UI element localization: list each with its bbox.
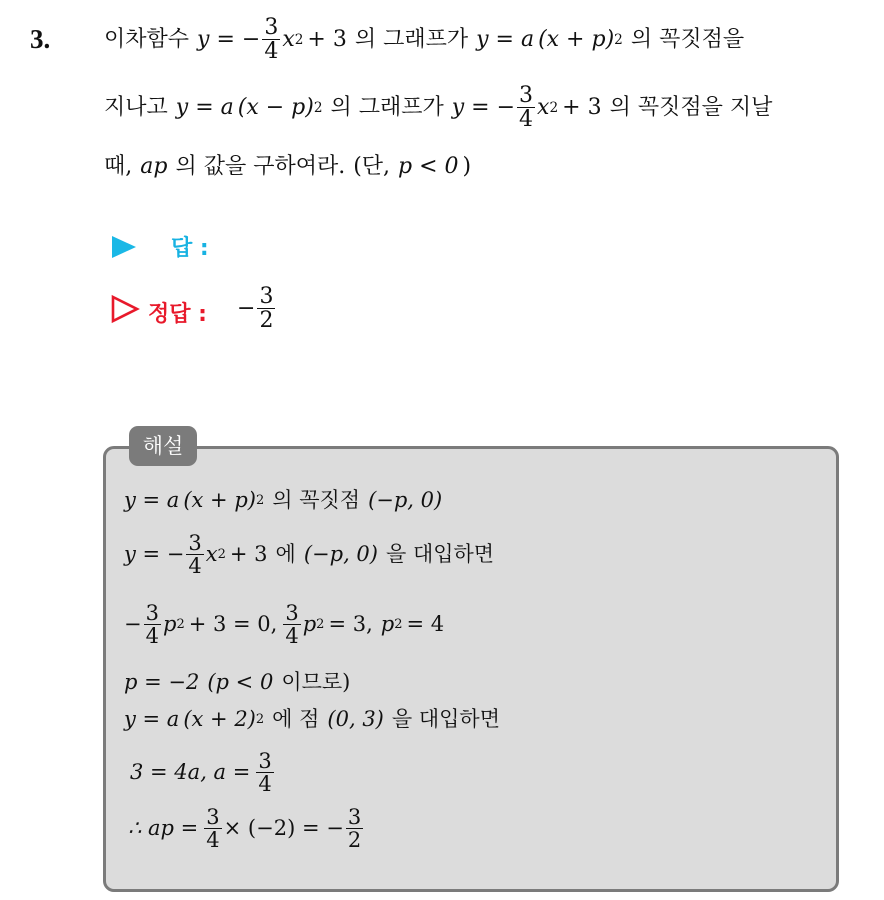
math-expression: = 4 xyxy=(406,612,445,637)
math-expression: (0, 3) xyxy=(327,707,384,731)
solution-line-7 xyxy=(128,806,365,851)
math-expression: (x + 2) xyxy=(183,707,256,731)
problem-text: 지나고 xyxy=(104,94,168,120)
fraction-denominator: 4 xyxy=(258,772,272,797)
value-sign: − xyxy=(237,296,256,322)
math-expression: y = a xyxy=(175,94,234,120)
math-variable: p xyxy=(162,612,177,637)
math-expression: (x + p) xyxy=(183,488,256,512)
fraction-denominator: 2 xyxy=(259,308,274,334)
fraction-denominator: 4 xyxy=(206,828,220,853)
math-expression: y = − xyxy=(124,542,185,567)
problem-line-2: 지나고 y = a (x − p) 2 의 그래프가 y = − $\frac{3}{4}$ x 2 + 3 의 꼭짓점을 지날 xyxy=(104,83,773,133)
problem-text: 때, xyxy=(104,154,133,179)
correct-answer-label: 정답 : xyxy=(148,302,207,327)
fraction-numerator: 3 xyxy=(264,15,279,40)
fraction-denominator: 4 xyxy=(264,39,279,65)
math-expression: + 3 xyxy=(562,94,602,120)
fraction-denominator: 2 xyxy=(347,828,362,853)
math-expression: (−p, 0) xyxy=(303,542,378,567)
math-variable: x xyxy=(537,94,550,120)
math-expression: − xyxy=(124,612,142,637)
fraction xyxy=(517,84,535,131)
problem-text: (단, xyxy=(353,154,391,179)
answer-arrow-icon xyxy=(112,236,136,258)
answer-label: 답 : xyxy=(171,236,209,261)
math-expression: p < 0 xyxy=(398,154,459,179)
math-expression: y = a xyxy=(124,707,180,731)
solution-line-1: y = a (x + p) 2 의 꼭짓점 (−p, 0) xyxy=(124,488,443,512)
math-expression: + 3 xyxy=(229,542,268,567)
problem-text: 의 그래프가 xyxy=(330,94,444,120)
fraction-numerator: 3 xyxy=(519,83,534,108)
problem-text: 의 값을 구하여라. xyxy=(175,154,346,179)
problem-line-1: 이차함수 y = − $\frac{3}{4}$ x 2 + 3 의 그래프가 y = a (x + p) 2 의 꼭짓점을 xyxy=(104,15,745,65)
solution-line-2: y = − $\frac{3}{4}$ x 2 + 3 에 (−p, 0) 을 대입하면 xyxy=(124,531,495,579)
fraction-denominator: 4 xyxy=(145,624,159,649)
fraction xyxy=(204,806,221,851)
solution-text: 에 xyxy=(275,542,296,567)
math-variable: x xyxy=(282,26,295,52)
solution-text: 에 점 xyxy=(272,707,320,731)
math-variable: p xyxy=(380,612,395,637)
math-expression: 3 = 4a, a = xyxy=(130,760,251,785)
fraction xyxy=(256,750,273,795)
problem-text: 의 꼭짓점을 xyxy=(630,26,745,52)
math-expression: + 3 = 0, xyxy=(188,612,278,637)
problem-text: 의 그래프가 xyxy=(354,26,469,52)
fraction-numerator: 3 xyxy=(188,531,202,555)
solution-text: 을 대입하면 xyxy=(385,542,495,567)
problem-number: 3. xyxy=(30,24,51,54)
math-expression: (x + p) xyxy=(538,26,615,52)
solution-text: 의 꼭짓점 xyxy=(272,488,361,512)
math-expression: × (−2) = − xyxy=(223,816,344,841)
solution-tab-label: 해설 xyxy=(129,426,197,466)
math-expression: (x − p) xyxy=(237,94,314,120)
math-expression: + 3 xyxy=(307,26,347,52)
math-expression: y = a xyxy=(476,26,535,52)
problem-text: 이차함수 xyxy=(104,26,190,52)
solution-text: 이므로) xyxy=(281,670,351,694)
math-variable: p xyxy=(302,612,317,637)
problem-text: 의 꼭짓점을 지날 xyxy=(609,94,773,120)
math-expression: p = −2 xyxy=(124,670,200,694)
fraction-denominator: 4 xyxy=(188,554,202,579)
fraction xyxy=(262,16,280,63)
fraction-numerator: 3 xyxy=(285,601,299,625)
math-expression: (−p, 0) xyxy=(368,488,443,512)
fraction xyxy=(346,806,363,851)
fraction-numerator: 3 xyxy=(206,805,220,829)
fraction-numerator: 3 xyxy=(347,805,362,829)
fraction-numerator: 3 xyxy=(145,601,159,625)
problem-line-3 xyxy=(104,156,471,178)
math-expression: y = − xyxy=(451,94,516,120)
math-variable: x xyxy=(205,542,218,567)
fraction xyxy=(144,602,161,647)
solution-line-4 xyxy=(124,672,350,693)
math-expression: (p < 0 xyxy=(207,670,274,694)
math-expression: y = a xyxy=(124,488,180,512)
solution-line-3: − $\frac{3}{4}$ p 2 + 3 = 0, $\frac{3}{4}$ p 2 = 3, p 2 = 4 xyxy=(124,601,445,649)
fraction-denominator: 4 xyxy=(285,624,299,649)
fraction xyxy=(283,602,300,647)
math-expression: y = − xyxy=(197,26,261,52)
fraction xyxy=(186,532,203,577)
solution-text: 을 대입하면 xyxy=(391,707,500,731)
fraction xyxy=(257,285,275,332)
math-expression: ∴ ap = xyxy=(128,816,199,841)
correct-answer-arrow-icon xyxy=(110,294,140,324)
correct-answer-value xyxy=(237,285,277,332)
fraction-numerator: 3 xyxy=(259,284,274,309)
fraction-denominator: 4 xyxy=(519,107,534,133)
fraction-numerator: 3 xyxy=(258,749,272,773)
solution-line-5: y = a (x + 2) 2 에 점 (0, 3) 을 대입하면 xyxy=(124,707,500,731)
math-expression: ap xyxy=(140,154,168,179)
solution-line-6 xyxy=(130,750,276,795)
math-expression: = 3, xyxy=(328,612,373,637)
problem-text: ) xyxy=(462,154,472,179)
